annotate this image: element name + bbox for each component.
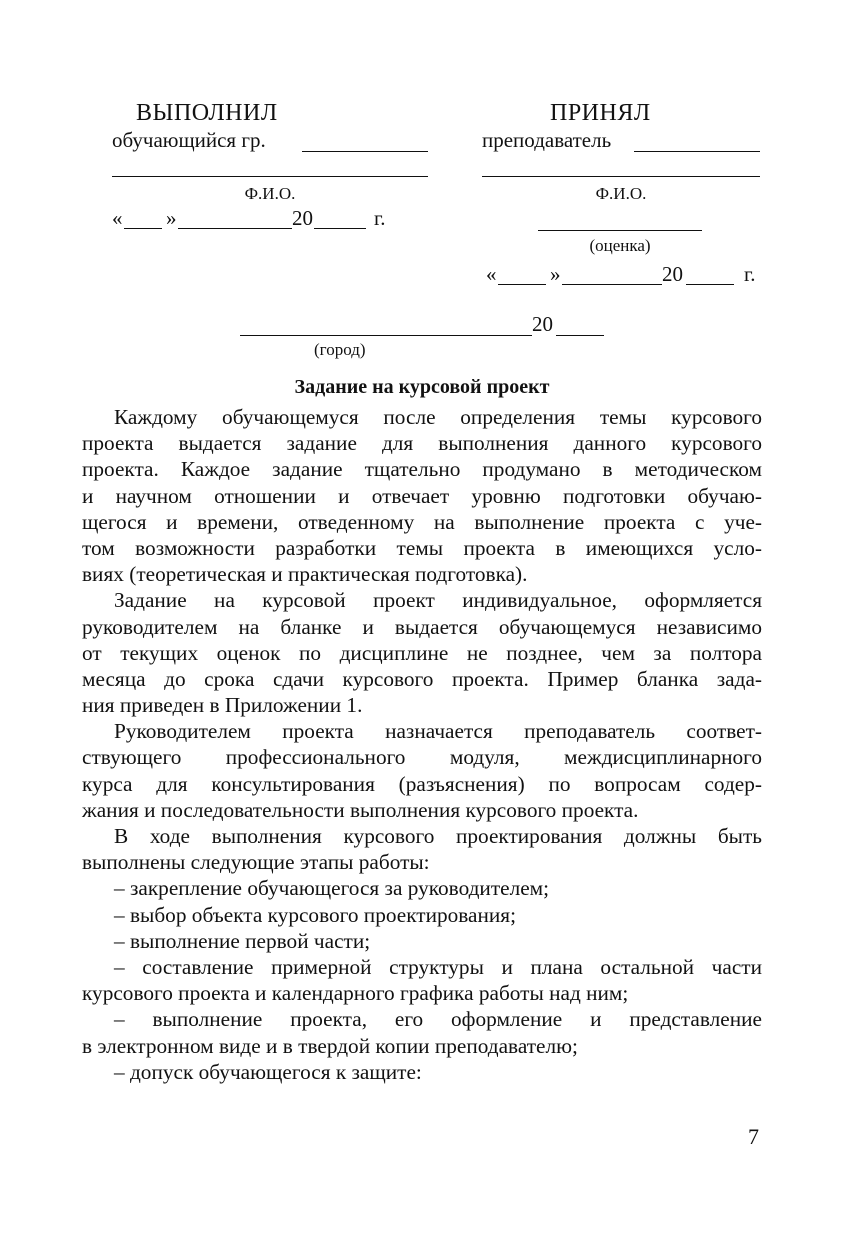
text-line: курса для консультирования (разъяснения) по вопросам содер- bbox=[82, 771, 762, 796]
date-close-quote: » bbox=[550, 262, 561, 286]
paragraph bbox=[82, 404, 762, 587]
text-line: руководителем на бланке и выдается обучающемуся независимо bbox=[82, 614, 762, 639]
text-line: проекта выдается задание для выполнения данного курсового bbox=[82, 431, 762, 456]
text-line: жания и последовательности выполнения курсового проекта. bbox=[82, 797, 639, 822]
text-line: от текущих оценок по дисциплине не позднее, чем за полтора bbox=[82, 640, 762, 665]
city-year-blank-line[interactable] bbox=[556, 335, 604, 336]
month-blank-line[interactable] bbox=[178, 228, 292, 229]
grade-caption: (оценка) bbox=[589, 236, 651, 255]
student-fio-caption: Ф.И.О. bbox=[244, 184, 296, 203]
text-line: в электронном виде и в твердой копии преподавателю; bbox=[82, 1033, 578, 1058]
stage-item bbox=[82, 954, 762, 1006]
day-blank-line[interactable] bbox=[124, 228, 162, 229]
section-title: Задание на курсовой проект bbox=[294, 376, 550, 398]
group-blank-line[interactable] bbox=[302, 151, 428, 152]
paragraph bbox=[82, 718, 762, 823]
text-line: – выполнение проекта, его оформление и представление bbox=[114, 1007, 762, 1032]
text-line: ния приведен в Приложении 1. bbox=[82, 693, 363, 718]
paragraph bbox=[82, 587, 762, 718]
text-line: Руководителем проекта назначается преподаватель соответ- bbox=[114, 719, 762, 744]
text-line: и научном отношении и отвечает уровню подготовки обучаю- bbox=[82, 483, 762, 508]
text-line: В ходе выполнения курсового проектирования должны быть bbox=[114, 824, 762, 848]
text-line: ствующего профессионального модуля, междисциплинарного bbox=[82, 745, 762, 770]
text-line: виях (теоретическая и практическая подготовка). bbox=[82, 562, 528, 587]
text-line: том возможности разработки темы проекта в имеющихся усло- bbox=[82, 535, 762, 560]
stages-list bbox=[82, 875, 762, 1085]
year-prefix: 20 bbox=[292, 206, 313, 230]
teacher-label: преподаватель bbox=[482, 128, 612, 152]
teacher-fio-caption: Ф.И.О. bbox=[595, 184, 647, 203]
accepted-by-heading: ПРИНЯЛ bbox=[550, 100, 651, 126]
grade-blank-line[interactable] bbox=[538, 230, 702, 231]
stage-item: – выбор объекта курсового проектирования; bbox=[114, 902, 517, 927]
stage-item bbox=[82, 1006, 762, 1058]
teacher-name-blank-line[interactable] bbox=[482, 176, 760, 177]
year-blank-line[interactable] bbox=[314, 228, 366, 229]
body-text bbox=[82, 404, 762, 1085]
paragraph bbox=[82, 823, 762, 875]
text-line: проекта. Каждое задание тщательно продумано в методическом bbox=[82, 457, 762, 482]
city-caption: (город) bbox=[314, 340, 366, 359]
year-suffix: г. bbox=[744, 262, 756, 286]
student-group-label: обучающийся гр. bbox=[112, 128, 266, 152]
stage-item: – выполнение первой части; bbox=[114, 928, 371, 953]
text-line: Задание на курсовой проект индивидуальное, оформляется bbox=[114, 588, 762, 613]
text-line: курсового проекта и календарного графика работы над ним; bbox=[82, 981, 629, 1006]
stage-item: – допуск обучающегося к защите: bbox=[114, 1059, 422, 1084]
date-open-quote: « bbox=[486, 262, 497, 286]
teacher-blank-line[interactable] bbox=[634, 151, 760, 152]
page-number: 7 bbox=[748, 1124, 759, 1149]
day-blank-line[interactable] bbox=[498, 284, 546, 285]
text-line: Каждому обучающемуся после определения темы курсового bbox=[114, 405, 762, 429]
date-open-quote: « bbox=[112, 206, 123, 230]
completed-by-heading: ВЫПОЛНИЛ bbox=[136, 100, 278, 126]
text-line: выполнены следующие этапы работы: bbox=[82, 850, 430, 875]
year-suffix: г. bbox=[374, 206, 386, 230]
year-blank-line[interactable] bbox=[686, 284, 734, 285]
text-line: месяца до срока сдачи курсового проекта. Пример бланка зада- bbox=[82, 666, 762, 691]
student-name-blank-line[interactable] bbox=[112, 176, 428, 177]
date-close-quote: » bbox=[166, 206, 177, 230]
text-line: щегося и времени, отведенному на выполнение проекта с уче- bbox=[82, 509, 762, 534]
stage-item: – закрепление обучающегося за руководителем; bbox=[114, 876, 550, 901]
text-line: – составление примерной структуры и плана остальной части bbox=[114, 954, 762, 979]
year-prefix: 20 bbox=[662, 262, 683, 286]
month-blank-line[interactable] bbox=[562, 284, 662, 285]
city-year-prefix: 20 bbox=[532, 312, 553, 336]
city-blank-line[interactable] bbox=[240, 335, 532, 336]
